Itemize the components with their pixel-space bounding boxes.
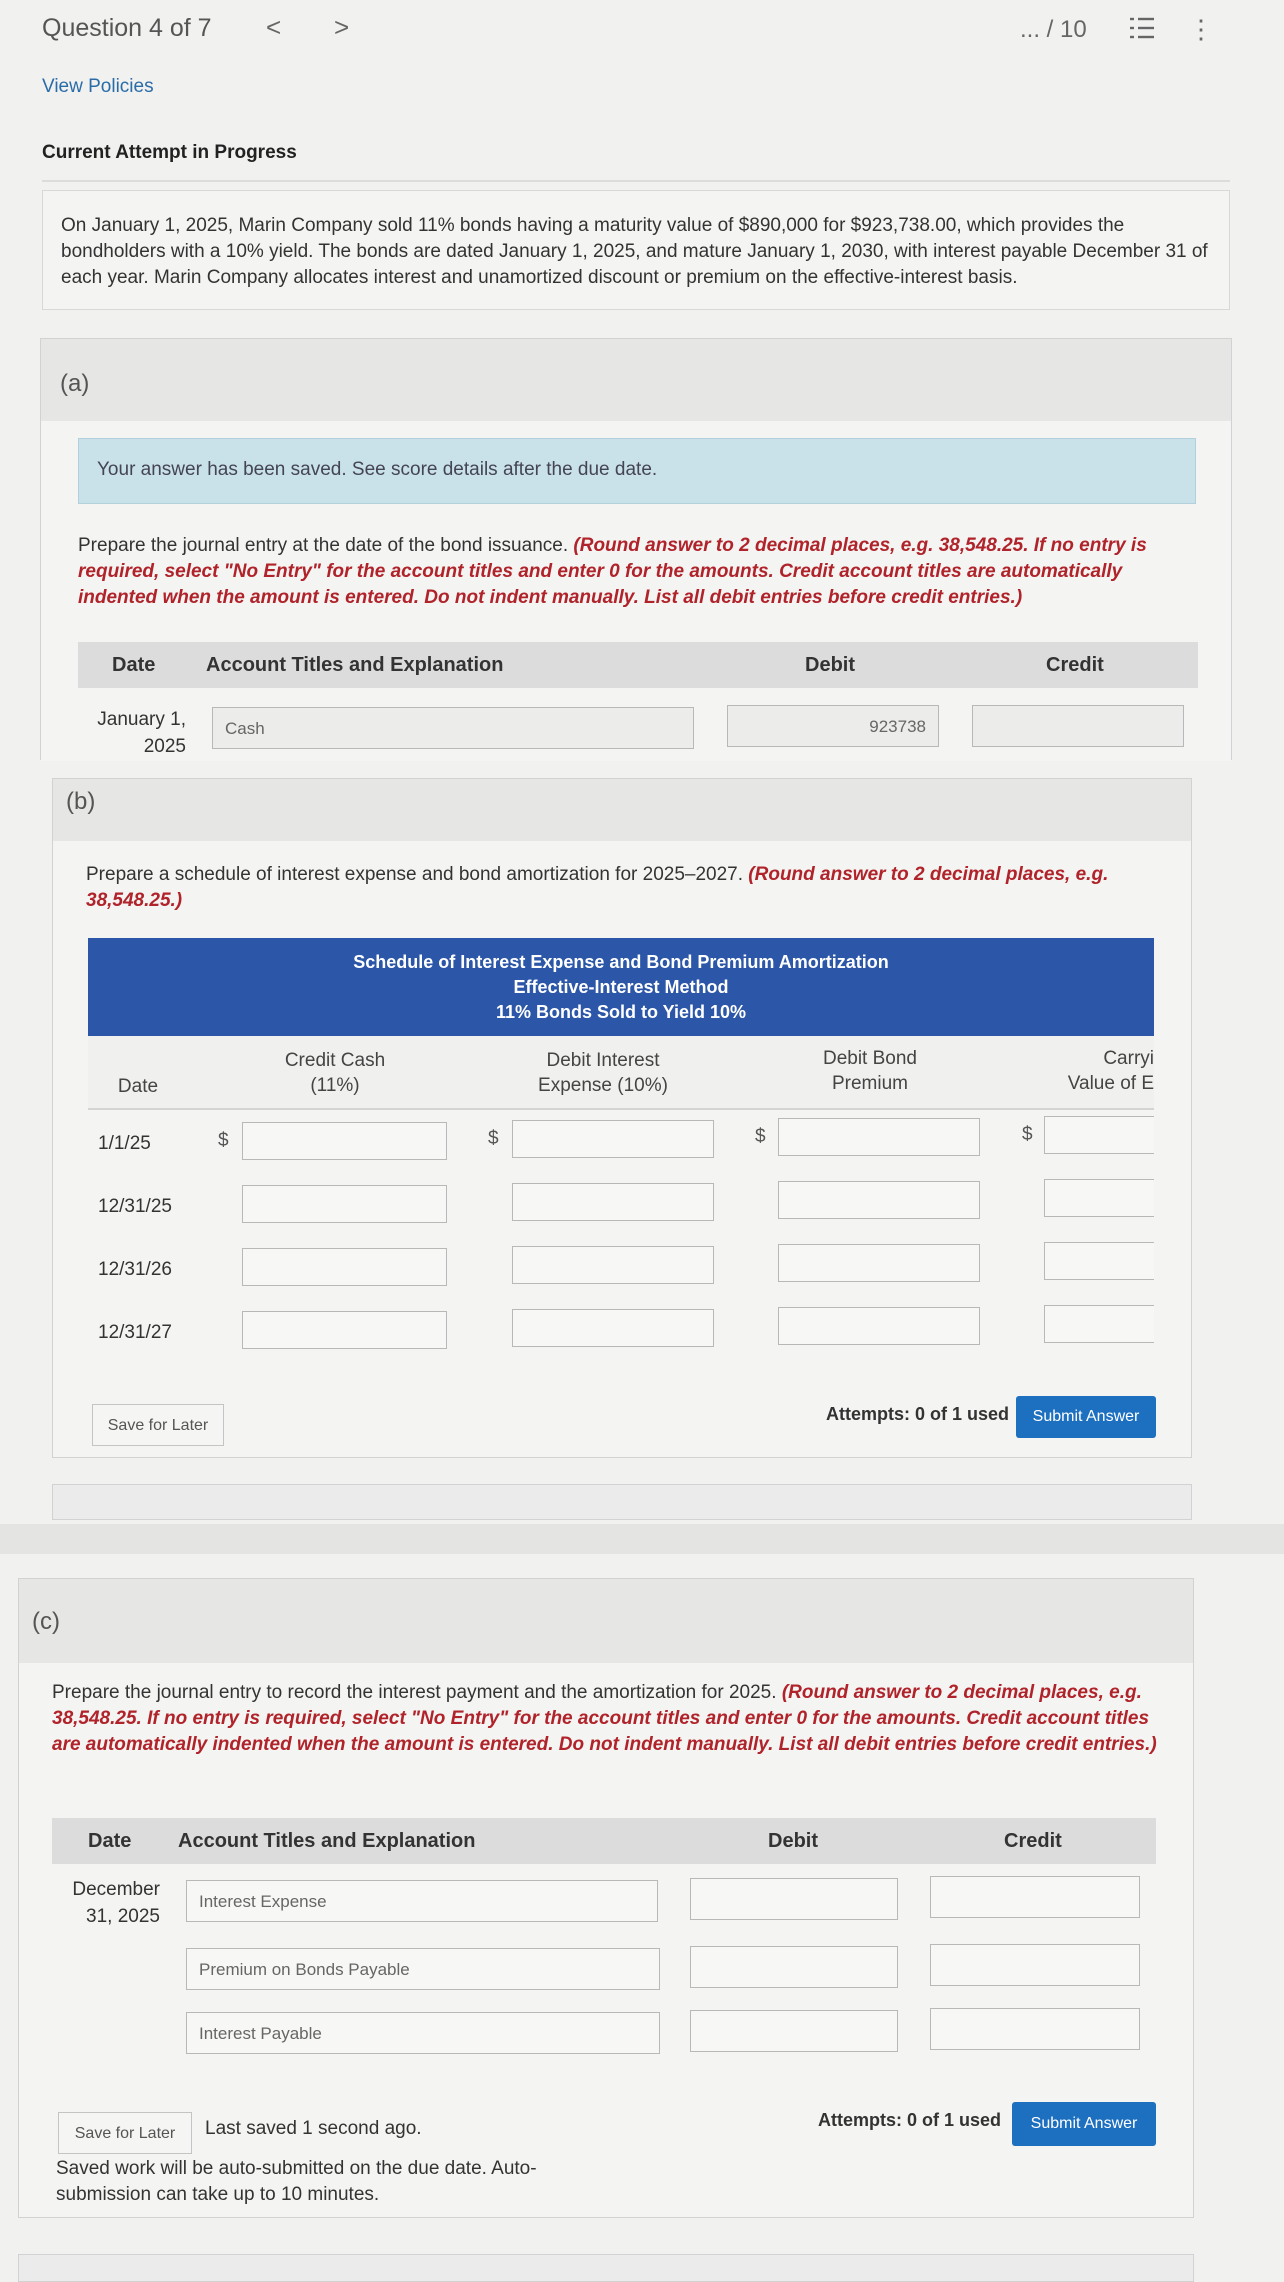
part-c-label: (c) <box>32 1608 60 1635</box>
debit-amount-field[interactable] <box>690 2010 898 2052</box>
col-debit-interest: Debit Interest Expense (10%) <box>538 1050 668 1096</box>
schedule-date: 12/31/27 <box>98 1322 172 1343</box>
submit-answer-button[interactable]: Submit Answer <box>1016 1396 1156 1438</box>
credit-cash-input[interactable] <box>242 1248 447 1286</box>
debit-amount-field[interactable]: 923738 <box>727 705 939 747</box>
top-bar <box>0 0 1284 62</box>
credit-cash-input[interactable] <box>242 1122 447 1160</box>
credit-amount-field[interactable] <box>930 1876 1140 1918</box>
debit-amount-field[interactable] <box>690 1946 898 1988</box>
next-panel-edge <box>18 2254 1194 2282</box>
account-title-field[interactable]: Interest Expense <box>186 1880 658 1922</box>
part-a-table-header <box>78 642 1198 688</box>
debit-bond-premium-input[interactable] <box>778 1244 980 1282</box>
currency-symbol: $ <box>1022 1124 1033 1145</box>
schedule-date: 12/31/25 <box>98 1196 172 1217</box>
account-title-field[interactable]: Premium on Bonds Payable <box>186 1948 660 1990</box>
debit-bond-premium-input[interactable] <box>778 1118 980 1156</box>
part-c-table-header <box>52 1818 1156 1864</box>
col-date: Date <box>117 1076 159 1097</box>
attempts-counter: Attempts: 0 of 1 used <box>818 2110 1002 2130</box>
debit-header: Debit <box>768 1830 818 1852</box>
part-a-label: (a) <box>60 370 90 397</box>
attempt-heading: Current Attempt in Progress <box>42 142 297 163</box>
part-b-instructions: Prepare a schedule of interest expense and bond amortization for 2025–2027. (Round answer to 2 decimal places, e.g. 38,548.25.) <box>86 864 1109 911</box>
submit-answer-button[interactable]: Submit Answer <box>1012 2102 1156 2146</box>
carrying-value-input[interactable] <box>1044 1179 1154 1217</box>
credit-header: Credit <box>1004 1830 1062 1852</box>
debit-interest-input[interactable] <box>512 1183 714 1221</box>
col-credit-cash: Credit Cash (11%) <box>284 1050 386 1096</box>
question-counter: Question 4 of 7 <box>42 14 212 42</box>
credit-cash-input[interactable] <box>242 1311 447 1349</box>
carrying-value-input[interactable] <box>1044 1116 1154 1154</box>
debit-interest-input[interactable] <box>512 1246 714 1284</box>
currency-symbol: $ <box>755 1126 766 1147</box>
account-header: Account Titles and Explanation <box>178 1830 476 1852</box>
credit-header: Credit <box>1046 654 1104 676</box>
debit-interest-input[interactable] <box>512 1309 714 1347</box>
schedule-title: Schedule of Interest Expense and Bond Premium Amortization Effective-Interest Method 11% Bonds Sold to Yield 10% <box>88 938 1154 1036</box>
debit-amount-field[interactable] <box>690 1878 898 1920</box>
account-header: Account Titles and Explanation <box>206 654 504 676</box>
debit-header: Debit <box>805 654 855 676</box>
date-header: Date <box>88 1830 132 1852</box>
part-b-label: (b) <box>66 788 96 815</box>
score-display: ... / 10 <box>1020 16 1087 43</box>
part-c-instructions: Prepare the journal entry to record the interest payment and the amortization for 2025. (Round answer to 2 decimal places, e.g. 38,548.25. If no entry is required, select "No Entry" for the account titles and enter 0 for the amounts. Credit account titles are automatically indented when the amount is entered. Do not indent manually. List all debit entries before credit entries.) <box>52 1682 1157 1755</box>
page-gap <box>0 1524 1284 1554</box>
account-title-field[interactable]: Cash <box>212 707 694 749</box>
carrying-value-input[interactable] <box>1044 1242 1154 1280</box>
debit-bond-premium-input[interactable] <box>778 1181 980 1219</box>
collapsed-panel <box>52 1484 1192 1520</box>
currency-symbol: $ <box>488 1128 499 1149</box>
credit-cash-input[interactable] <box>242 1185 447 1223</box>
question-list-icon[interactable] <box>1128 14 1156 42</box>
attempts-counter: Attempts: 0 of 1 used <box>826 1404 1010 1424</box>
currency-symbol: $ <box>218 1130 229 1151</box>
credit-amount-field[interactable] <box>930 1944 1140 1986</box>
problem-statement: On January 1, 2025, Marin Company sold 11% bonds having a maturity value of $890,000 for $923,738.00, which provides the bondholders with a 10% yield. The bonds are dated January 1, 2025, and mature January 1, 2030, with interest payable December 31 of each year. Marin Company allocates interest and unamortized discount or premium on the effective-interest basis. <box>42 190 1230 310</box>
next-question-button[interactable]: > <box>334 12 350 42</box>
debit-bond-premium-input[interactable] <box>778 1307 980 1345</box>
more-options-icon[interactable]: ⋮ <box>1188 14 1214 44</box>
saved-banner: Your answer has been saved. See score details after the due date. <box>78 438 1196 504</box>
divider <box>42 180 1230 182</box>
part-a-date: January 1, 2025 <box>97 709 186 757</box>
auto-submit-note: Saved work will be auto-submitted on the due date. Auto-submission can take up to 10 minutes. <box>56 2158 537 2205</box>
schedule-date: 12/31/26 <box>98 1259 172 1280</box>
save-for-later-button[interactable]: Save for Later <box>92 1404 224 1446</box>
previous-question-button[interactable]: < <box>266 12 282 42</box>
save-for-later-button[interactable]: Save for Later <box>58 2112 192 2154</box>
part-c-date: December 31, 2025 <box>72 1879 160 1927</box>
date-header: Date <box>112 654 156 676</box>
view-policies-link[interactable]: View Policies <box>42 76 154 97</box>
credit-amount-field[interactable] <box>930 2008 1140 2050</box>
col-debit-bond-premium: Debit Bond Premium <box>822 1048 917 1094</box>
account-title-field[interactable]: Interest Payable <box>186 2012 660 2054</box>
schedule-date: 1/1/25 <box>98 1133 151 1154</box>
debit-interest-input[interactable] <box>512 1120 714 1158</box>
last-saved-text: Last saved 1 second ago. <box>205 2118 422 2139</box>
credit-amount-field[interactable] <box>972 705 1184 747</box>
carrying-value-input[interactable] <box>1044 1305 1154 1343</box>
part-a-instructions: Prepare the journal entry at the date of the bond issuance. (Round answer to 2 decimal places, e.g. 38,548.25. If no entry is required, select "No Entry" for the account titles and enter 0 for the amounts. Credit account titles are automatically indented when the amount is entered. Do not indent manually. List all debit entries before credit entries.) <box>78 535 1147 608</box>
col-carrying-value: Carryi Value of E <box>1067 1048 1154 1094</box>
